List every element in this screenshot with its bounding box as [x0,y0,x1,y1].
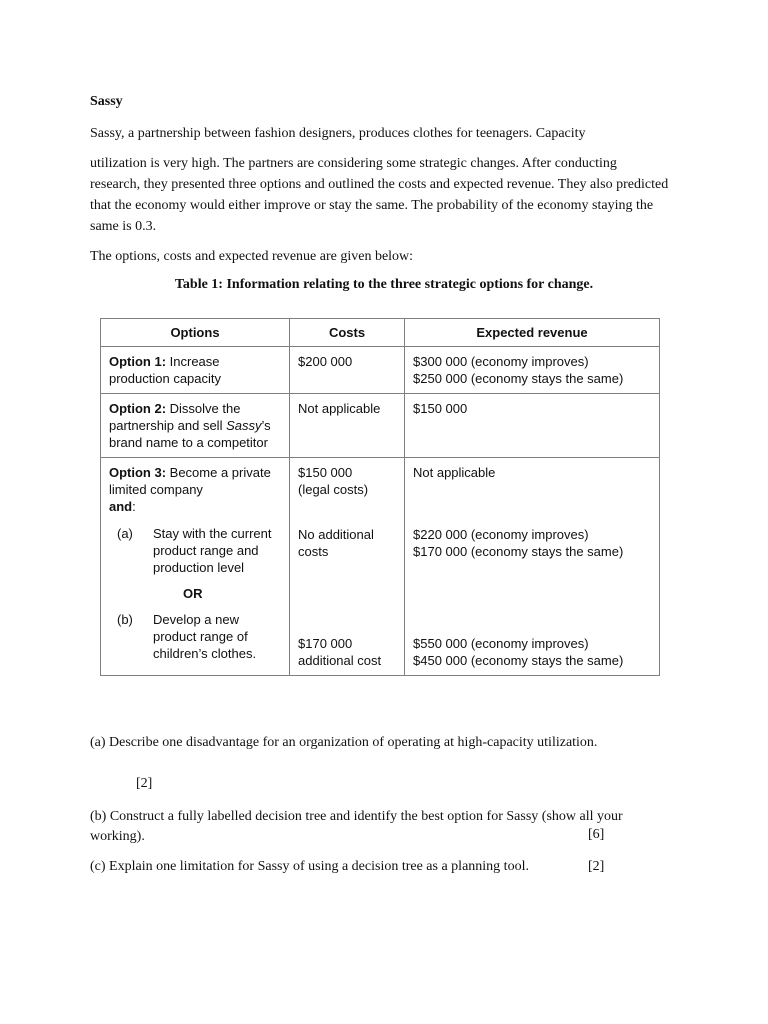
option-3-cell [101,458,290,676]
header-expected-revenue: Expected revenue [405,319,660,347]
option-2-brand: Sassy [226,418,262,433]
option-3b-revenue-improves: $550 000 (economy improves) [413,636,589,651]
option-1-revenue-same: $250 000 (economy stays the same) [413,371,624,386]
option-3-label: Option 3: [109,465,167,480]
options-table [100,318,660,676]
option-3-and-colon: : [132,499,136,514]
option-3a-label: (a) [117,526,133,541]
question-c-mark: [2] [588,859,605,874]
intro-paragraph-3: The options, costs and expected revenue are given below: [90,249,414,264]
option-2-revenue: $150 000 [405,394,660,458]
option-3a [109,525,281,576]
table-row-option-2 [101,394,660,458]
table-row-option-1 [101,347,660,394]
option-1-text: Increase production capacity [109,354,222,386]
option-3-revenues [405,458,660,676]
option-3-cost-2: (legal costs) [298,482,369,497]
option-3-cost-1: $150 000 [298,465,353,480]
intro-paragraph-2: utilization is very high. The partners are considering some strategic changes. After conducting research, they presented three options and outlined the costs and expected revenue. They also predicted that the economy would either improve or stay the same. The probability of the economy staying the same is 0.3. [90,156,669,234]
option-3a-text: Stay with the current product range and production level [153,526,272,575]
header-costs: Costs [290,319,405,347]
option-3a-revenue-improves: $220 000 (economy improves) [413,527,589,542]
header-options: Options [101,319,290,347]
option-1-label: Option 1: [109,354,167,369]
option-3b-label: (b) [117,612,133,627]
table-caption: Table 1: Information relating to the three strategic options for change. [174,277,594,292]
intro-paragraph-1: Sassy, a partnership between fashion designers, produces clothes for teenagers. Capacity [90,126,586,141]
option-2-text-b: ’s brand name to a competitor [109,418,271,450]
question-c: (c) Explain one limitation for Sassy of using a decision tree as a planning tool. [90,859,529,874]
option-3a-cost: No additional costs [298,527,374,559]
option-2-label: Option 2: [109,401,167,416]
option-3-or: OR [183,586,203,601]
question-a: (a) Describe one disadvantage for an organization of operating at high-capacity utilization. [90,735,598,750]
option-1-cost: $200 000 [290,347,405,394]
question-a-mark: [2] [136,776,153,791]
option-2-cell [101,394,290,458]
option-2-cost: Not applicable [290,394,405,458]
option-3a-revenue-same: $170 000 (economy stays the same) [413,544,624,559]
option-3-text: Become a private limited company [109,465,271,497]
table-row-option-3 [101,458,660,676]
question-b-mark: [6] [588,827,605,842]
option-3-and: and [109,499,133,514]
option-3b-revenue-same: $450 000 (economy stays the same) [413,653,624,668]
option-3-heading [109,464,281,515]
option-3b-text: Develop a new product range of children’s clothes. [153,612,257,661]
option-3-costs [290,458,405,676]
option-1-revenue [405,347,660,394]
option-3b-cost: $170 000 additional cost [298,636,382,668]
document-title: Sassy [90,94,123,109]
option-3b [109,611,281,662]
option-2-text-a: Dissolve the partnership and sell [109,401,241,433]
question-b: (b) Construct a fully labelled decision tree and identify the best option for Sassy (show all your working). [90,809,623,844]
option-3-revenue: Not applicable [413,465,496,480]
table-header-row [101,319,660,347]
option-1-revenue-improves: $300 000 (economy improves) [413,354,589,369]
option-1-cell [101,347,290,394]
